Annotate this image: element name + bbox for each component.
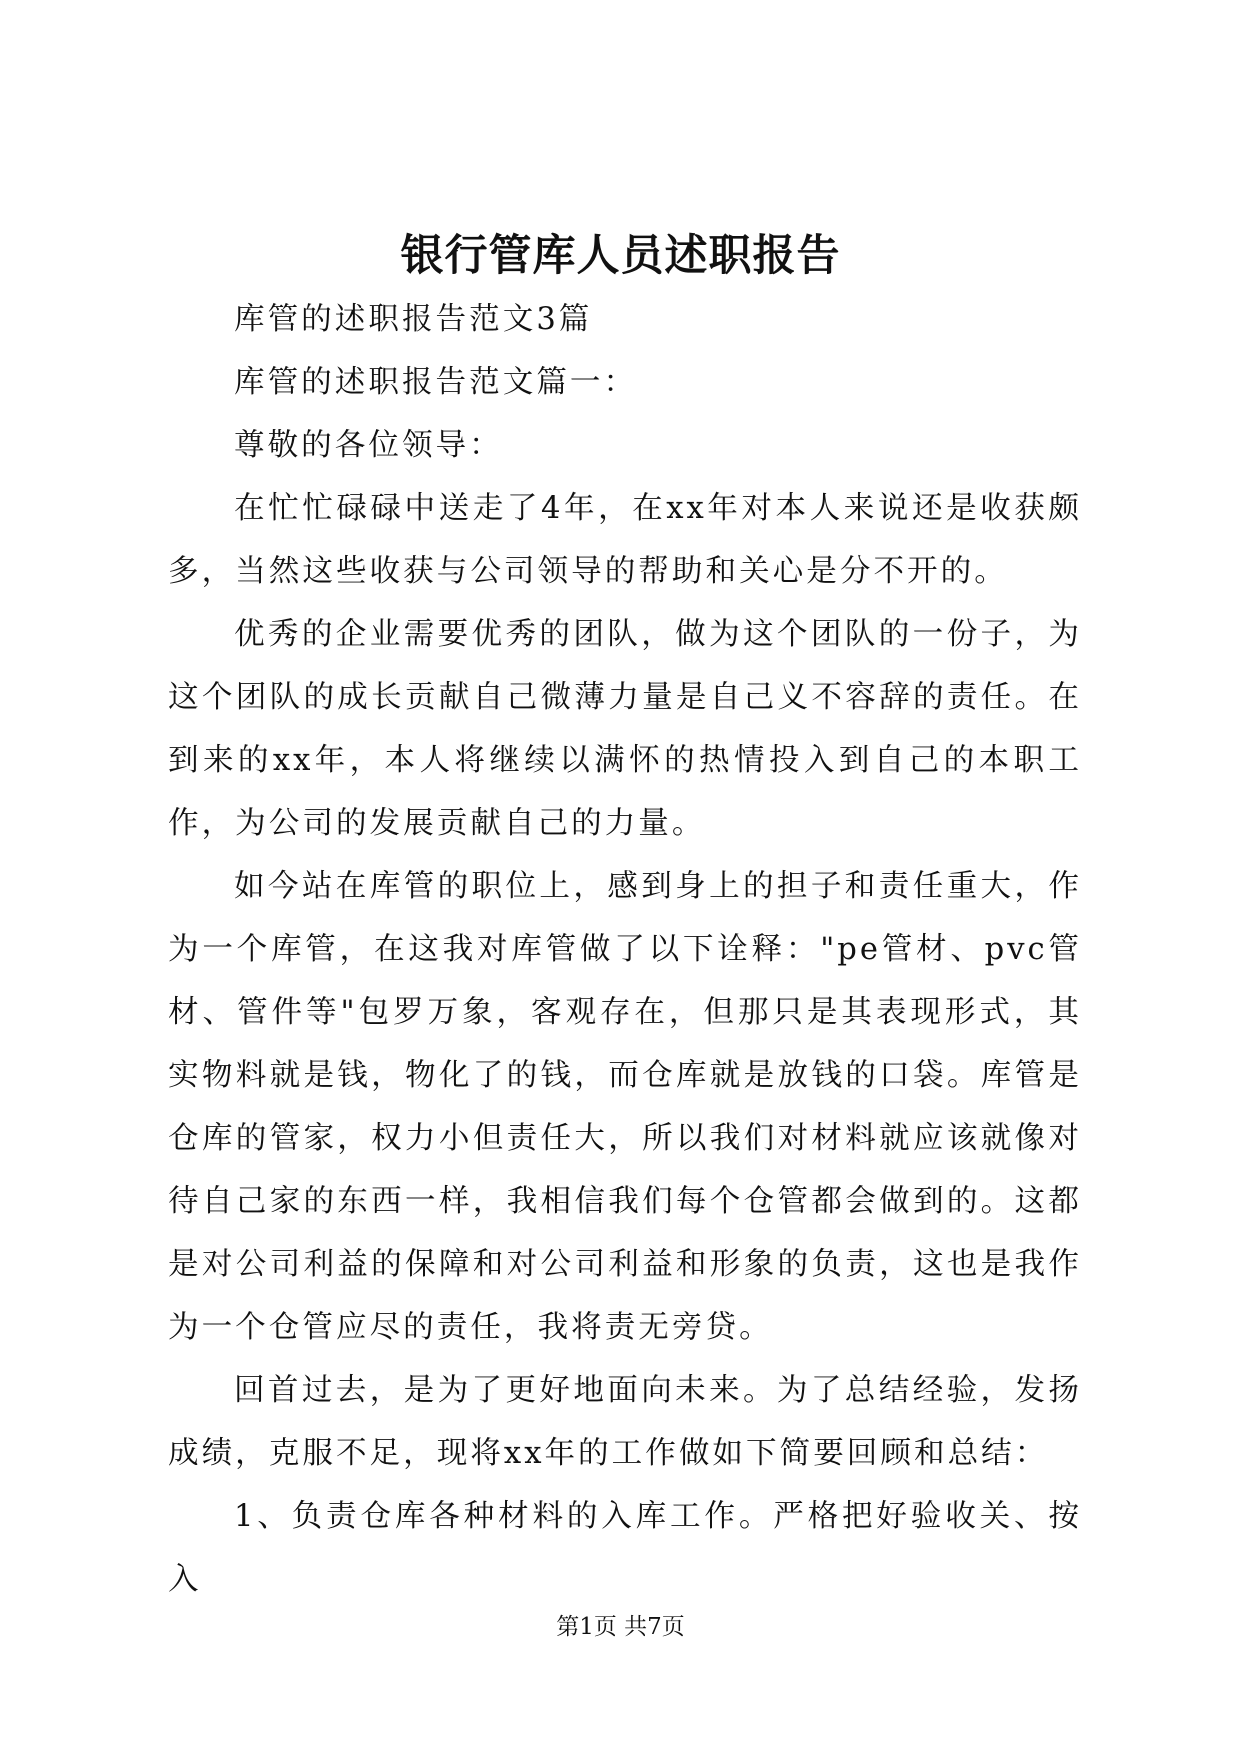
paragraph-subtitle: 库管的述职报告范文3篇 [234,302,593,337]
paragraph-body-5: 1、负责仓库各种材料的入库工作。严格把好验收关、按入 [168,1499,1082,1597]
document-body [168,288,1082,1611]
paragraph-section-heading: 库管的述职报告范文篇一： [234,365,638,400]
paragraph-body-3: 如今站在库管的职位上，感到身上的担子和责任重大，作为一个库管，在这我对库管做了以下诠释："pe管材、pvc管材、管件等"包罗万象，客观存在，但那只是其表现形式，其实物料就是钱，物化了的钱，而仓库就是放钱的口袋。库管是仓库的管家，权力小但责任大，所以我们对材料就应该就像对待自己家的东西一样，我相信我们每个仓管都会做到的。这都是对公司利益的保障和对公司利益和形象的负责，这也是我作为一个仓管应尽的责任，我将责无旁贷。 [168,869,1082,1345]
paragraph-salutation: 尊敬的各位领导： [234,428,503,463]
paragraph-body-1: 在忙忙碌碌中送走了4年，在xx年对本人来说还是收获颇多，当然这些收获与公司领导的帮助和关心是分不开的。 [168,491,1082,589]
page-number-footer: 第1页 共7页 [556,1614,685,1640]
paragraph-body-4: 回首过去，是为了更好地面向未来。为了总结经验，发扬成绩，克服不足，现将xx年的工作做如下简要回顾和总结： [168,1373,1082,1471]
document-title: 银行管库人员述职报告 [400,231,841,281]
paragraph-body-2: 优秀的企业需要优秀的团队，做为这个团队的一份子，为这个团队的成长贡献自己微薄力量是自己义不容辞的责任。在到来的xx年，本人将继续以满怀的热情投入到自己的本职工作，为公司的发展贡献自己的力量。 [168,617,1082,841]
